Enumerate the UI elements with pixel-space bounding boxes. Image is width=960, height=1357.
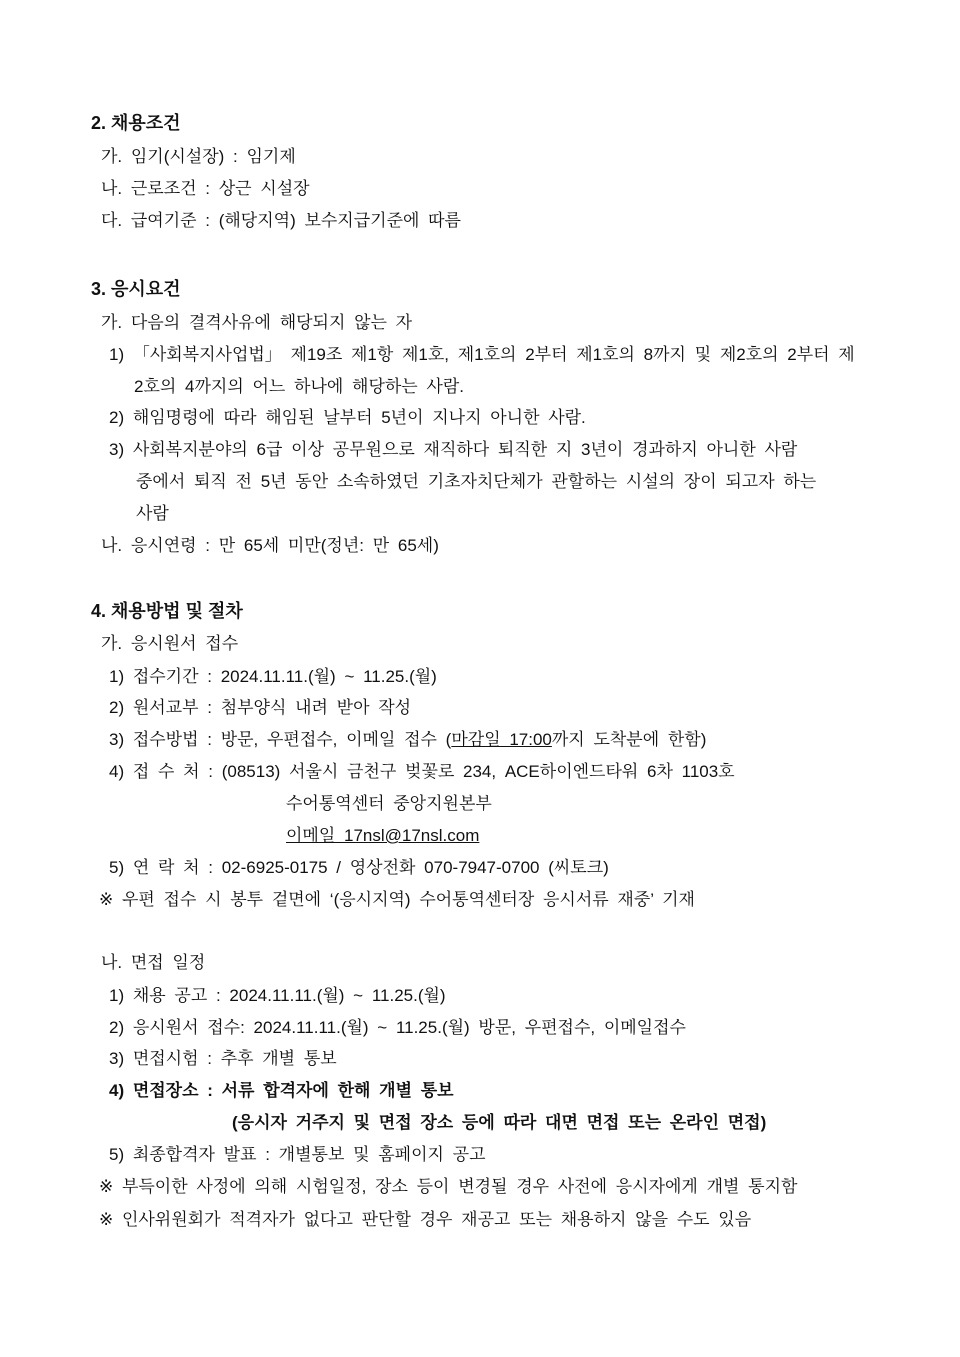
application-method <box>109 729 706 751</box>
section-2-heading: 2. 채용조건 <box>91 113 181 133</box>
application-heading: 가. 응시원서 접수 <box>101 634 239 653</box>
application-email[interactable]: 이메일 17nsl@17nsl.com <box>286 826 480 845</box>
salary-item: 다. 급여기준 : (해당지역) 보수지급기준에 따름 <box>101 211 461 230</box>
age-item: 나. 응시연령 : 만 65세 미만(정년: 만 65세) <box>101 536 439 555</box>
work-condition-item: 나. 근로조건 : 상근 시설장 <box>101 179 310 198</box>
disqualification-1-cont: 2호의 4까지의 어느 하나에 해당하는 사람. <box>134 377 464 396</box>
disqualification-2: 2) 해임명령에 따라 해임된 날부터 5년이 지나지 아니한 사람. <box>109 408 586 427</box>
disqualification-3: 3) 사회복지분야의 6급 이상 공무원으로 재직하다 퇴직한 지 3년이 경과하지 아니한 사람 <box>109 440 798 459</box>
section-3-heading: 3. 응시요건 <box>91 279 181 299</box>
application-office: 수어통역센터 중앙지원본부 <box>286 794 492 813</box>
disqualification-3-cont: 중에서 퇴직 전 5년 동안 소속하였던 기초자치단체가 관할하는 시설의 장이 되고자 하는 <box>136 472 817 491</box>
committee-note: ※ 인사위원회가 적격자가 없다고 판단할 경우 재공고 또는 채용하지 않을 수도 있음 <box>99 1210 752 1229</box>
disqualification-3-cont2: 사람 <box>136 504 169 523</box>
schedule-application: 2) 응시원서 접수: 2024.11.11.(월) ~ 11.25.(월) 방문, 우편접수, 이메일접수 <box>109 1018 686 1037</box>
change-note: ※ 부득이한 사정에 의해 시험일정, 장소 등이 변경될 경우 사전에 응시자에게 개별 통지함 <box>99 1177 798 1196</box>
schedule-interview: 3) 면접시험 : 추후 개별 통보 <box>109 1049 337 1068</box>
application-form: 2) 원서교부 : 첨부양식 내려 받아 작성 <box>109 698 412 717</box>
mail-note: ※ 우편 접수 시 봉투 겉면에 ‘(응시지역) 수어통역센터장 응시서류 재중’ 기재 <box>99 890 695 909</box>
application-address: 4) 접 수 처 : (08513) 서울시 금천구 벚꽃로 234, ACE하이엔드타워 6차 1103호 <box>109 762 735 781</box>
schedule-location: 4) 면접장소 : 서류 합격자에 한해 개별 통보 <box>109 1081 454 1100</box>
deadline-text: 마감일 17:00 <box>451 730 552 749</box>
schedule-final: 5) 최종합격자 발표 : 개별통보 및 홈페이지 공고 <box>109 1145 486 1164</box>
application-period: 1) 접수기간 : 2024.11.11.(월) ~ 11.25.(월) <box>109 667 437 686</box>
disqualification-item: 가. 다음의 결격사유에 해당되지 않는 자 <box>101 313 413 332</box>
method-text-end: 까지 도착분에 한함) <box>551 730 707 749</box>
method-text: 3) 접수방법 : 방문, 우편접수, 이메일 접수 ( <box>109 730 452 749</box>
schedule-location-note: (응시자 거주지 및 면접 장소 등에 따라 대면 면접 또는 온라인 면접) <box>232 1113 767 1132</box>
disqualification-1: 1) 「사회복지사업법」 제19조 제1항 제1호, 제1호의 2부터 제1호의 8까지 및 제2호의 2부터 제 <box>109 345 855 364</box>
term-item: 가. 임기(시설장) : 임기제 <box>101 147 296 166</box>
interview-heading: 나. 면접 일정 <box>101 953 206 972</box>
schedule-notice: 1) 채용 공고 : 2024.11.11.(월) ~ 11.25.(월) <box>109 986 446 1005</box>
contact-item: 5) 연 락 처 : 02-6925-0175 / 영상전화 070-7947-0700 (씨토크) <box>109 858 609 877</box>
section-4-heading: 4. 채용방법 및 절차 <box>91 601 243 621</box>
